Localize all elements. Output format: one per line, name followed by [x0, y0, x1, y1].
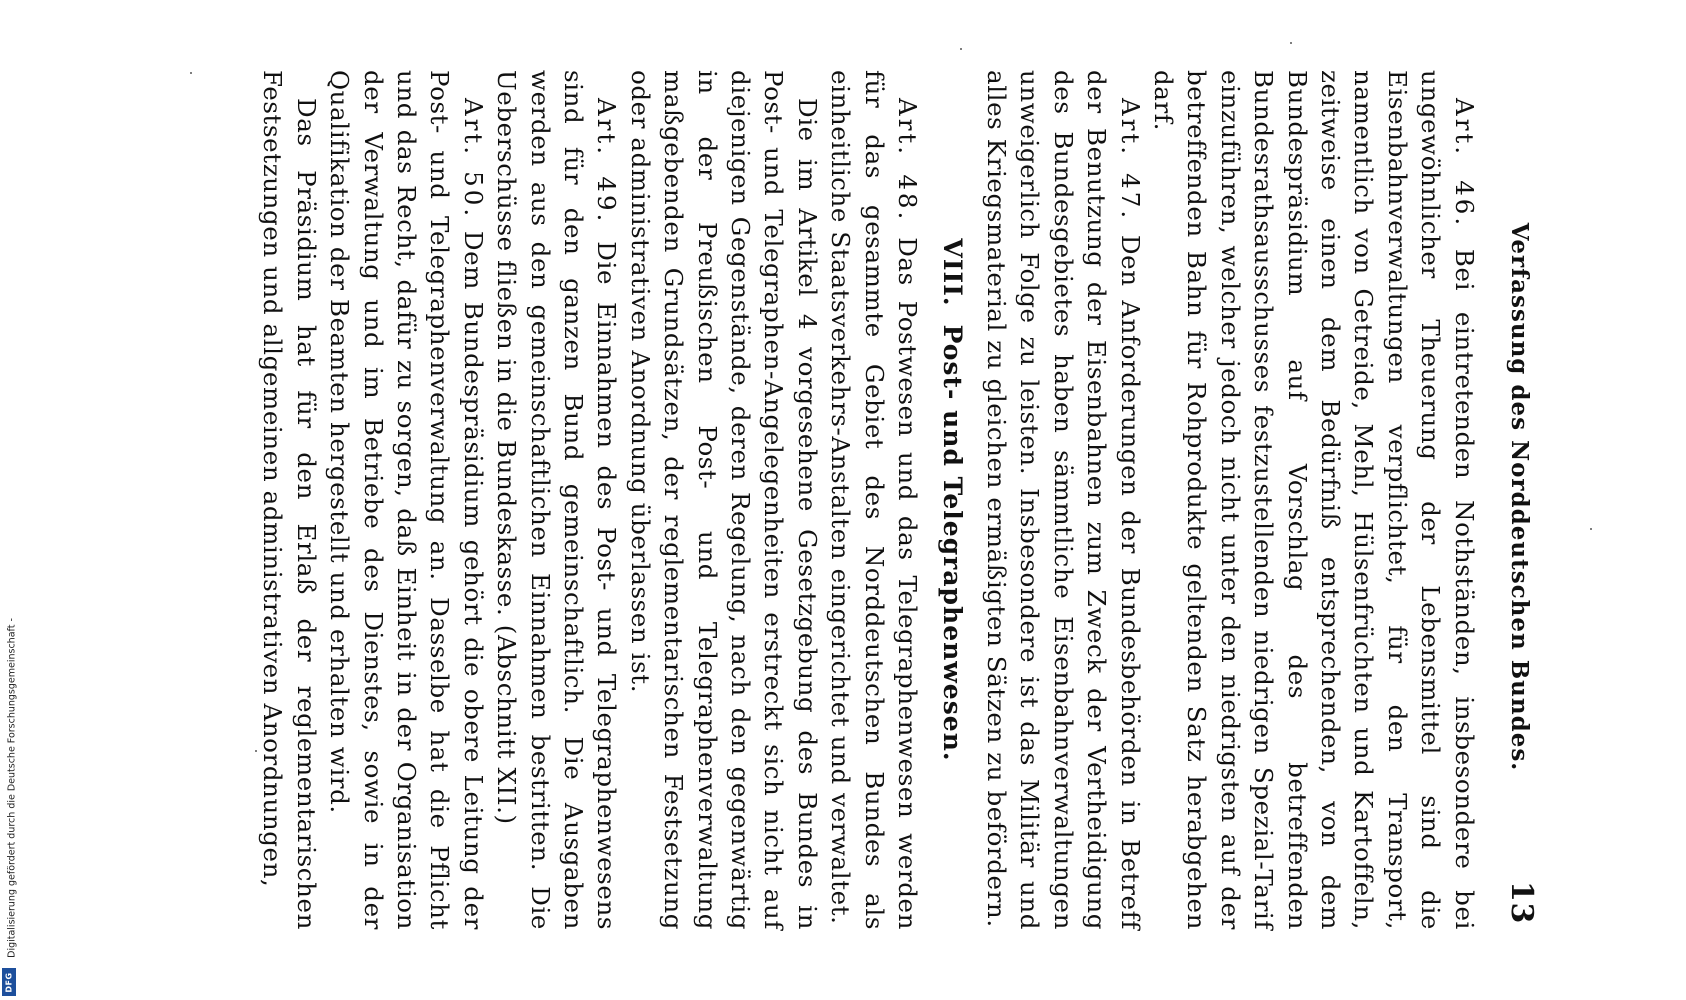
running-head — [1503, 70, 1538, 930]
article-text: Die Einnahmen des Post- und Telegraphenwesens sind für den ganzen Bund gemeinschaftlich. Die Ausgaben werden aus den gemeinschaftlichen Einnahmen bestritten. Die Ueberschüsse fließen in die Bundeskasse. (Abschnitt XII.) — [492, 70, 622, 931]
article-label: Art. 48. — [893, 98, 923, 223]
article-text: Die im Artikel 4 vorgesehene Gesetzgebung des Bundes in Post- und Telegraphen-Angelegenheiten erstreckt sich nicht auf diejenigen Gegenstände, deren Regelung, nach den gegenwärtig in der Preußischen Post- und Telegraphenverwaltung maßgebenden Grundsätzen, der reglementarischen Festsetzung oder administrativen Anordnung überlassen ist. — [625, 70, 822, 930]
article-label: Art. 47. — [1115, 98, 1145, 222]
section-heading — [936, 70, 969, 930]
digitization-notice — [4, 578, 20, 998]
section-roman: VIII. — [938, 238, 968, 307]
article-text: Das Präsidium hat für den Erlaß der reglementarischen Festsetzungen und allgemeinen administrativen Anordnungen, — [258, 70, 321, 930]
scan-speck — [960, 48, 962, 50]
scan-speck — [255, 750, 257, 752]
article-47 — [980, 70, 1147, 930]
running-title: Verfassung des Norddeutschen Bundes. — [1506, 222, 1533, 772]
article-50 — [323, 70, 490, 930]
article-48-continued — [623, 70, 823, 930]
page-number: 13 — [1504, 881, 1539, 924]
article-label: Art. 50. — [458, 98, 488, 220]
dfg-logo-icon — [2, 968, 16, 996]
article-49 — [490, 70, 624, 930]
article-text: Den Anforderungen der Bundesbehörden in Betreff der Benutzung der Eisenbahnen zum Zweck der Vertheidigung des Bundesgebietes haben sämmtliche Eisenbahnverwaltungen unweigerlich Folge zu leisten. Insbesondere ist das Militär und alles Kriegsmaterial zu gleichen ermäßigten Sätzen zu befördern. — [981, 70, 1145, 930]
article-text: Dem Bundespräsidium gehört die obere Leitung der Post- und Telegraphenverwaltung an. Dasselbe hat die Pflicht und das Recht, dafür zu sorgen, daß Einheit in der Organisation der Verwaltung und im Betriebe des Dienstes, sowie in der Qualifikation der Beamten hergestellt und erhalten wird. — [325, 70, 488, 930]
scan-speck — [1590, 528, 1592, 530]
article-50-continued — [256, 70, 323, 930]
scan-speck — [1290, 42, 1292, 44]
rotated-text-block — [148, 70, 1538, 930]
article-text: Das Postwesen und das Telegraphenwesen werden für das gesammte Gebiet des Norddeutschen Bundes als einheitliche Staatsverkehrs-Anstalten eingerichtet und verwaltet. — [826, 70, 923, 931]
article-48 — [824, 70, 924, 930]
section-title: Post- und Telegraphenwesen. — [938, 324, 968, 762]
article-text: Bei eintretenden Nothständen, insbesondere bei ungewöhnlicher Theuerung der Lebensmittel sind die Eisenbahnverwaltungen verpflichtet, für den Transport, namentlich von Getreide, Mehl, Hülsenfrüchten und Kartoffeln, zeitweise einen dem Bedürfniß entsprechenden, von dem Bundespräsidium auf Vorschlag des betreffenden Bundesrathsausschusses festzustellenden niedrigen Spezial-Tarif einzuführen, welcher jedoch nicht unter den niedrigsten auf der betreffenden Bahn für Rohprodukte geltenden Satz herabgehen darf. — [1148, 70, 1479, 930]
article-label: Art. 46. — [1449, 98, 1479, 229]
digitization-notice-text: Digitalisierung gefördert durch die Deutsche Forschungsgemeinschaft - — [6, 618, 18, 958]
dfg-logo-text: DFG — [4, 971, 14, 993]
article-label: Art. 49. — [592, 98, 622, 225]
article-46 — [1147, 70, 1481, 930]
scan-speck — [190, 72, 192, 74]
